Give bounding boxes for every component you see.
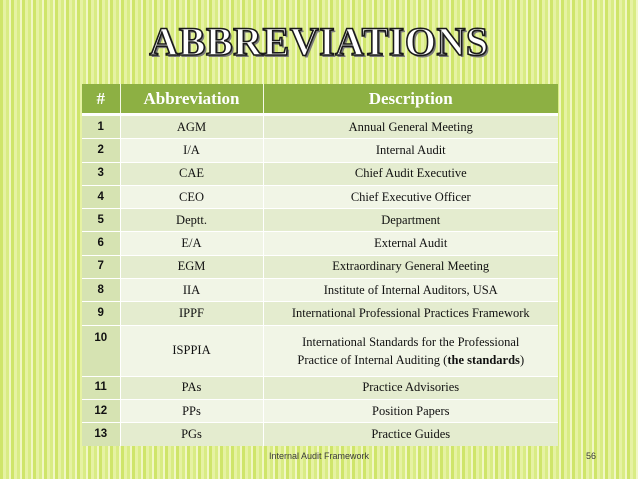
row-description: Practice Guides — [263, 423, 558, 446]
table-row — [82, 325, 558, 376]
row-abbreviation: AGM — [120, 115, 263, 139]
table-row — [82, 115, 558, 139]
row-number: 12 — [82, 399, 120, 422]
table-row — [82, 399, 558, 422]
row-abbreviation: PAs — [120, 376, 263, 399]
table-row — [82, 209, 558, 232]
row-description: Internal Audit — [263, 139, 558, 162]
table-row — [82, 185, 558, 208]
row-abbreviation: IIA — [120, 279, 263, 302]
table-row — [82, 302, 558, 325]
row-number: 10 — [82, 325, 120, 376]
row-abbreviation: Deptt. — [120, 209, 263, 232]
table-row — [82, 162, 558, 185]
description-line-2-emphasis: the standards — [447, 352, 520, 367]
description-line-1: International Standards for the Professional — [302, 334, 520, 349]
row-number: 3 — [82, 162, 120, 185]
row-abbreviation: CAE — [120, 162, 263, 185]
row-description: Practice Advisories — [263, 376, 558, 399]
row-number: 13 — [82, 423, 120, 446]
table-row — [82, 279, 558, 302]
table-row — [82, 139, 558, 162]
row-number: 8 — [82, 279, 120, 302]
row-description: Institute of Internal Auditors, USA — [263, 279, 558, 302]
row-description: Extraordinary General Meeting — [263, 255, 558, 278]
table-row — [82, 376, 558, 399]
row-abbreviation: EGM — [120, 255, 263, 278]
abbreviations-table — [82, 84, 558, 446]
row-number: 11 — [82, 376, 120, 399]
row-description: Position Papers — [263, 399, 558, 422]
row-description: International Professional Practices Framework — [263, 302, 558, 325]
row-description: External Audit — [263, 232, 558, 255]
row-abbreviation: I/A — [120, 139, 263, 162]
footer-label: Internal Audit Framework — [268, 451, 370, 461]
header-abbreviation: Abbreviation — [120, 84, 263, 115]
row-abbreviation: E/A — [120, 232, 263, 255]
row-number: 4 — [82, 185, 120, 208]
row-abbreviation: ISPPIA — [120, 325, 263, 376]
table-header-row — [82, 84, 558, 115]
row-number: 1 — [82, 115, 120, 139]
row-description: Annual General Meeting — [263, 115, 558, 139]
row-abbreviation: CEO — [120, 185, 263, 208]
page-number: 56 — [586, 451, 597, 461]
row-number: 2 — [82, 139, 120, 162]
row-description: Chief Executive Officer — [263, 185, 558, 208]
slide-title: ABBREVIATIONS — [149, 19, 489, 64]
row-description: Department — [263, 209, 558, 232]
row-abbreviation: IPPF — [120, 302, 263, 325]
row-number: 7 — [82, 255, 120, 278]
row-number: 9 — [82, 302, 120, 325]
table-row — [82, 232, 558, 255]
row-number: 6 — [82, 232, 120, 255]
header-number: # — [82, 84, 120, 115]
table-row — [82, 423, 558, 446]
row-description: Chief Audit Executive — [263, 162, 558, 185]
description-line-2-suffix: ) — [519, 352, 525, 367]
description-line-2-prefix: Practice of Internal Auditing ( — [297, 352, 448, 367]
header-description: Description — [263, 84, 558, 115]
row-number: 5 — [82, 209, 120, 232]
table-row — [82, 255, 558, 278]
row-abbreviation: PPs — [120, 399, 263, 422]
row-abbreviation: PGs — [120, 423, 263, 446]
row-description — [263, 325, 558, 376]
